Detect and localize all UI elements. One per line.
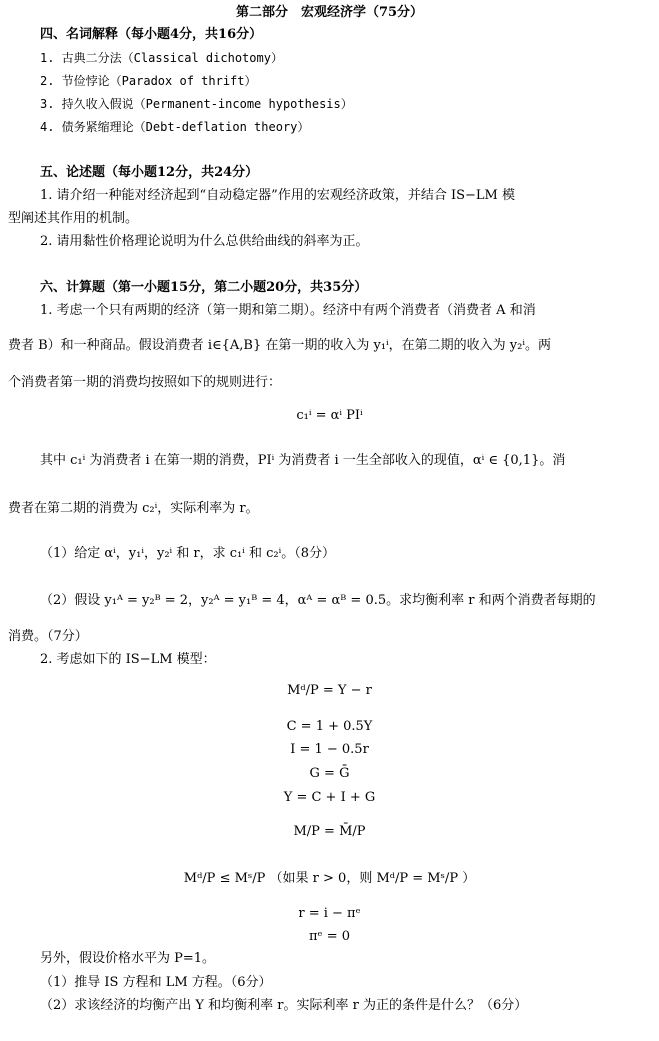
sec5-q1-line1: 1. 请介绍一种能对经济起到“自动稳定器”作用的宏观经济政策，并结合 IS−LM 模 [40,188,515,203]
equation-money-supply: M/P = M̄/P [293,824,366,839]
sec4-item-4: 4. 债务紧缩理论（Debt-deflation theory） [40,120,310,134]
sec6-p2-sub2: （2）求该经济的均衡产出 Y 和均衡利率 r。实际利率 r 为正的条件是什么？（6分） [40,998,528,1013]
equation-expected-inflation: πᵉ = 0 [308,929,350,944]
sec6-p1-line4: 其中 c₁ⁱ 为消费者 i 在第一期的消费，PIⁱ 为消费者 i 一生全部收入的现值，αⁱ ∈ {0,1}。消 [40,453,566,468]
equation-real-rate: r = i − πᵉ [298,906,361,921]
page-title: 第二部分 宏观经济学（75分） [235,5,424,20]
sec6-p1-line3: 个消费者第一期的消费均按照如下的规则进行： [8,375,282,390]
sec5-q2: 2. 请用黏性价格理论说明为什么总供给曲线的斜率为正。 [40,234,369,249]
equation-c1: c₁ⁱ = αⁱ PIⁱ [296,408,363,423]
sec4-item-2: 2. 节俭悖论（Paradox of thrift） [40,74,257,88]
sec6-heading: 六、计算题（第一小题15分，第二小题20分，共35分） [40,280,368,295]
sec4-item-1: 1. 古典二分法（Classical dichotomy） [40,51,283,65]
sec4-heading: 四、名词解释（每小题4分，共16分） [40,27,263,42]
sec6-p1-line1: 1. 考虑一个只有两期的经济（第一期和第二期）。经济中有两个消费者（消费者 A 和消 [40,303,536,318]
sec6-p1-sub1: （1）给定 αⁱ，y₁ⁱ，y₂ⁱ 和 r，求 c₁ⁱ 和 c₂ⁱ。（8分） [40,546,336,561]
sec6-p2-sub1: （1）推导 IS 方程和 LM 方程。（6分） [40,975,272,990]
sec6-p2-note: 另外，假设价格水平为 P=1。 [40,951,216,966]
sec4-item-3: 3. 持久收入假说（Permanent-income hypothesis） [40,97,353,111]
sec6-p1-sub2-line2: 消费。（7分） [8,629,88,644]
equation-output: Y = C + I + G [283,790,376,805]
sec5-heading: 五、论述题（每小题12分，共24分） [40,165,259,180]
equation-investment: I = 1 − 0.5r [290,742,369,757]
equation-government: G = Ḡ [309,766,350,781]
sec6-p1-line2: 费者 B）和一种商品。假设消费者 i∈{A,B} 在第一期的收入为 y₁ⁱ，在第二期的收入为 y₂ⁱ。两 [8,338,551,353]
sec6-p1-line5: 费者在第二期的消费为 c₂ⁱ，实际利率为 r。 [8,501,259,516]
sec5-q1-line2: 型阐述其作用的机制。 [8,211,139,226]
equation-money-inequality: Mᵈ/P ≤ Mˢ/P （如果 r > 0，则 Mᵈ/P = Mˢ/P ） [183,871,476,886]
sec6-p2-intro: 2. 考虑如下的 IS−LM 模型： [40,652,216,667]
sec6-p1-sub2-line1: （2）假设 y₁ᴬ = y₂ᴮ = 2，y₂ᴬ = y₁ᴮ = 4，αᴬ = αᴮ = 0.5。求均衡利率 r 和两个消费者每期的 [40,593,596,608]
equation-consumption: C = 1 + 0.5Y [286,719,373,734]
equation-md: Mᵈ/P = Y − r [287,683,372,698]
